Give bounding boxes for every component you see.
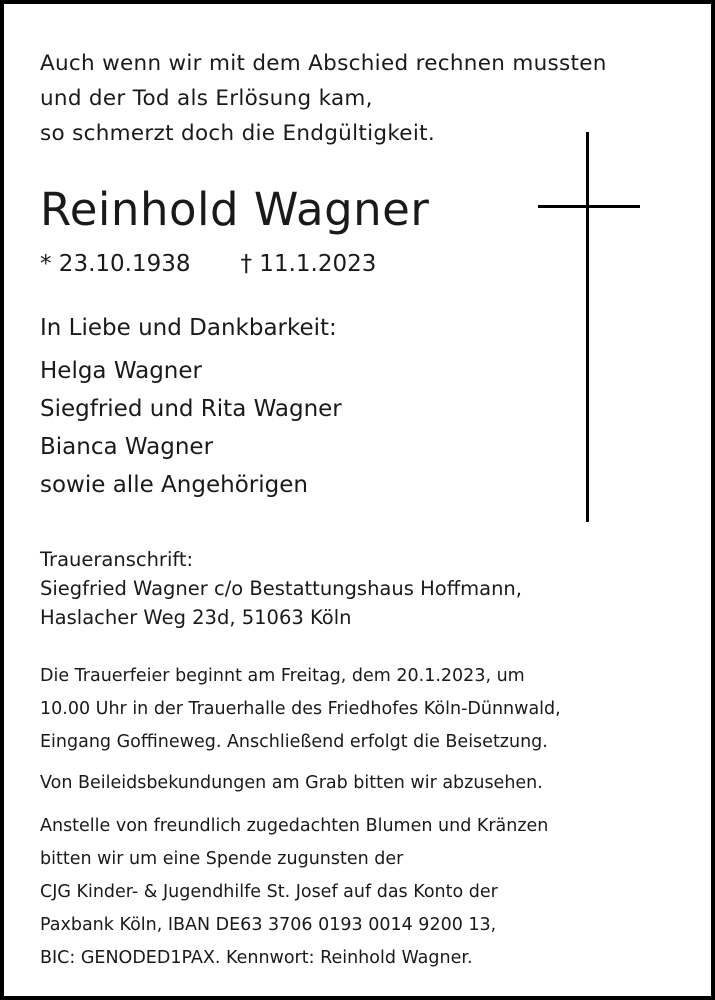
death-date: † 11.1.2023 [240,251,377,277]
mourner-name: Siegfried und Rita Wagner [40,396,342,422]
mourner-name: Helga Wagner [40,358,202,384]
deceased-name: Reinhold Wagner [40,183,430,236]
mourners-list [40,352,342,504]
donation-line: Anstelle von freundlich zugedachten Blumen und Kränzen [40,816,549,836]
ceremony-line: Eingang Goffineweg. Anschließend erfolgt die Beisetzung. [40,732,548,752]
ceremony-paragraph [40,660,561,759]
address-line: Siegfried Wagner c/o Bestattungshaus Hoffmann, [40,577,522,600]
address-line: Haslacher Weg 23d, 51063 Köln [40,606,352,629]
donation-line: CJG Kinder- & Jugendhilfe St. Josef auf das Konto der [40,882,498,902]
mourning-address [40,545,522,632]
donation-paragraph [40,810,548,975]
cross-icon-horizontal [538,205,640,208]
intro-line: Auch wenn wir mit dem Abschied rechnen mussten [40,51,607,76]
ceremony-line: 10.00 Uhr in der Trauerhalle des Friedhofes Köln-Dünnwald, [40,699,561,719]
intro-verse [40,46,607,151]
donation-line: Paxbank Köln, IBAN DE63 3706 0193 0014 9200 13, [40,915,497,935]
intro-line: so schmerzt doch die Endgültigkeit. [40,121,435,146]
intro-line: und der Tod als Erlösung kam, [40,86,373,111]
life-dates [40,247,376,281]
donation-line: bitten wir um eine Spende zugunsten der [40,849,404,869]
ceremony-line: Die Trauerfeier beginnt am Freitag, dem 20.1.2023, um [40,666,525,686]
mourner-name: Bianca Wagner [40,434,214,460]
cross-icon-vertical [586,132,589,522]
donation-line: BIC: GENODED1PAX. Kennwort: Reinhold Wagner. [40,948,473,968]
mourner-name: sowie alle Angehörigen [40,472,308,498]
mourners-heading: In Liebe und Dankbarkeit: [40,315,337,341]
address-line: Traueranschrift: [40,548,194,571]
condolence-note: Von Beileidsbekundungen am Grab bitten wir abzusehen. [40,773,543,793]
birth-date: * 23.10.1938 [40,251,191,277]
